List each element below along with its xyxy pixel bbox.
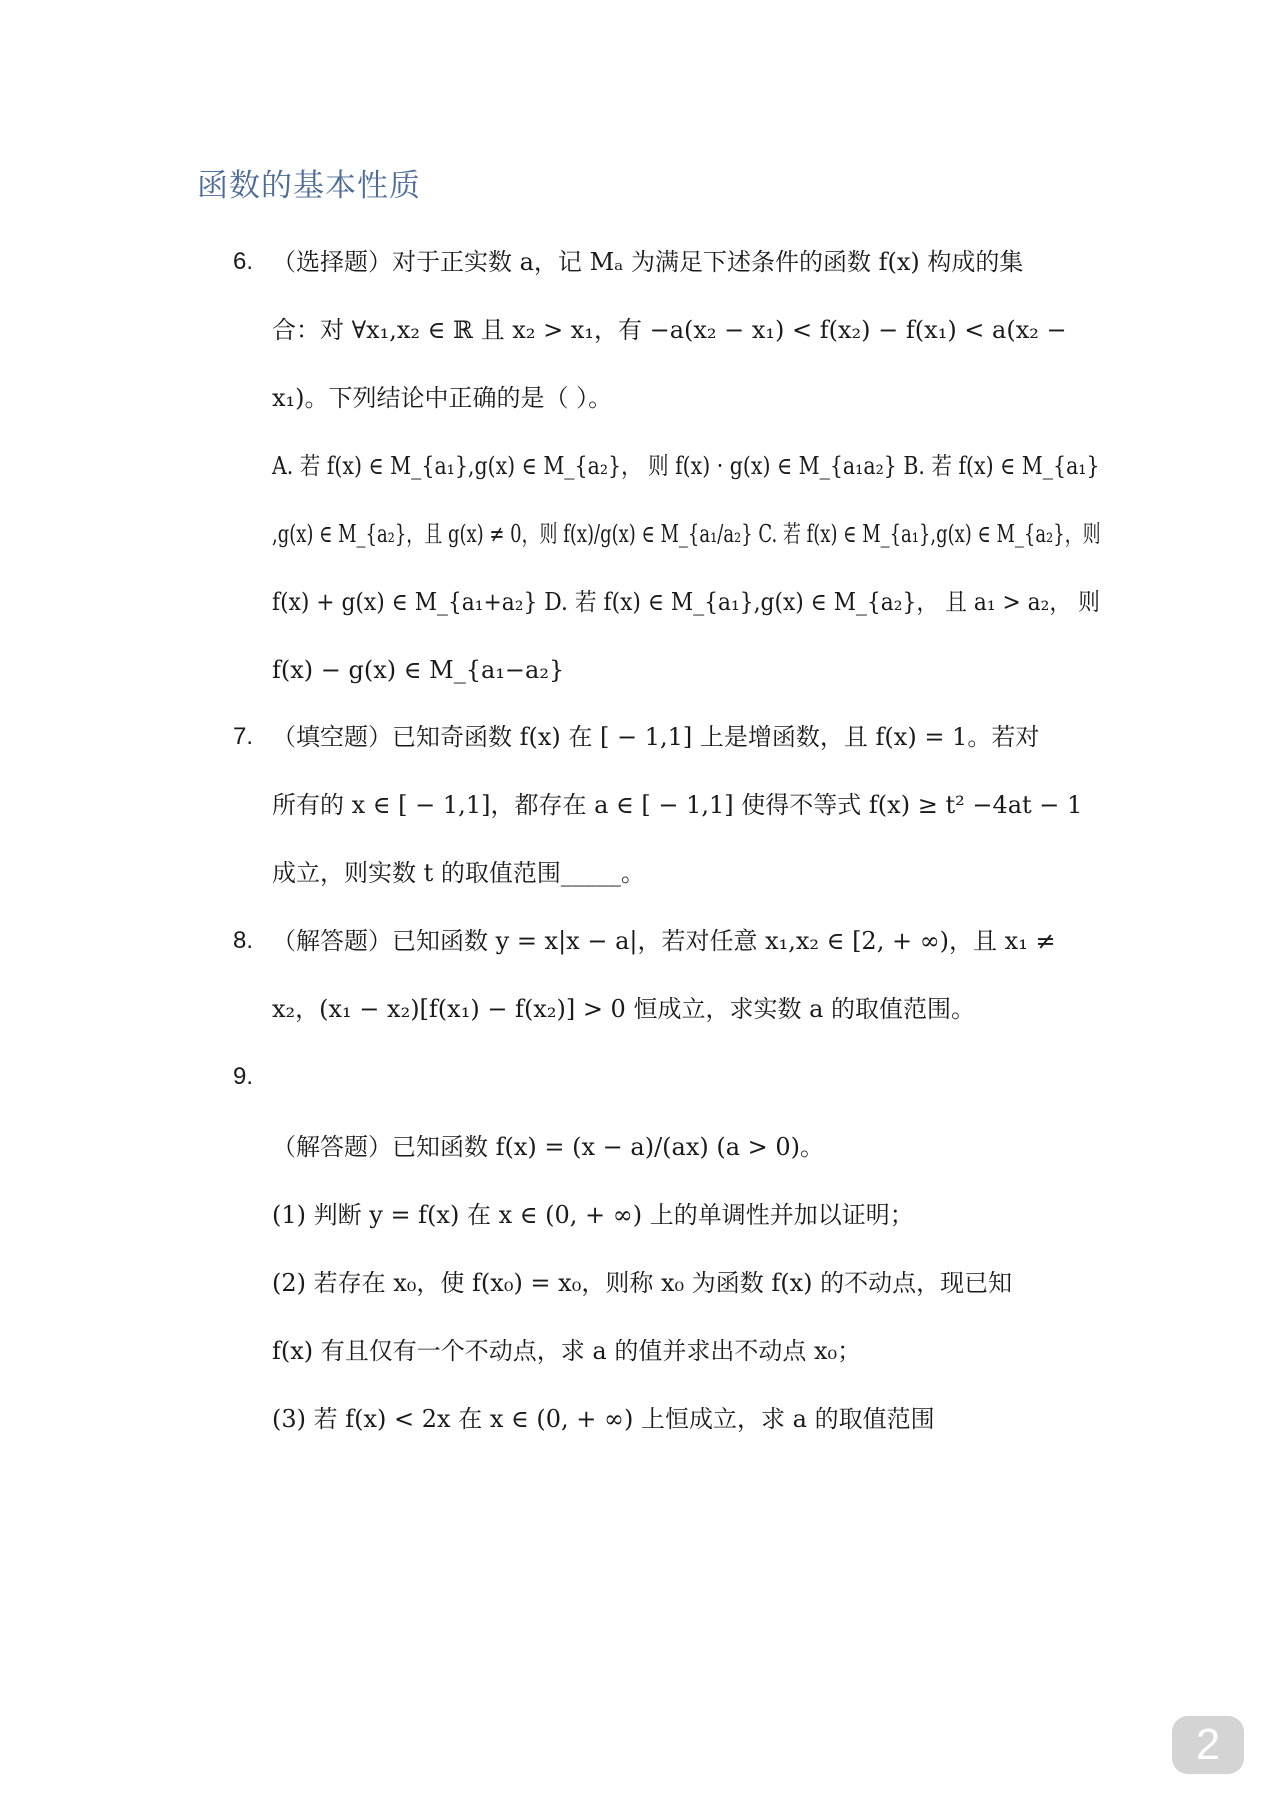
question-9-part-2-line-1: (2) 若存在 x₀，使 f(x₀) = x₀，则称 x₀ 为函数 f(x) 的不动点，现已知 (272, 1269, 1013, 1297)
page-number-badge: 2 (1172, 1716, 1244, 1774)
question-9-part-3: (3) 若 f(x) < 2x 在 x ∈ (0, + ∞) 上恒成立，求 a 的取值范围 (272, 1405, 935, 1433)
question-6-option-line-3: f(x) + g(x) ∈ M_{a₁+a₂} D. 若 f(x) ∈ M_{a₁},g(x) ∈ M_{a₂}， 且 a₁ > a₂， 则 (272, 588, 1100, 616)
question-6-number: 6. (233, 248, 254, 275)
question-8-line-1: （解答题）已知函数 y = x|x − a|，若对任意 x₁,x₂ ∈ [2, + ∞)，且 x₁ ≠ (272, 927, 1056, 955)
question-8-line-2: x₂，(x₁ − x₂)[f(x₁) − f(x₂)] > 0 恒成立，求实数 a 的取值范围。 (272, 995, 976, 1023)
question-9-part-2-line-2: f(x) 有且仅有一个不动点，求 a 的值并求出不动点 x₀； (272, 1337, 862, 1365)
question-7-line-1: （填空题）已知奇函数 f(x) 在 [ − 1,1] 上是增函数，且 f(x) = 1。若对 (272, 723, 1040, 751)
question-6-line-3: x₁)。下列结论中正确的是（ ）。 (272, 384, 613, 412)
question-6-line-1: （选择题）对于正实数 a，记 Mₐ 为满足下述条件的函数 f(x) 构成的集 (272, 248, 1024, 276)
question-6-option-line-2: ,g(x) ∈ M_{a₂}，且 g(x) ≠ 0，则 f(x)/g(x) ∈ M_{a₁/a₂} C. 若 f(x) ∈ M_{a₁},g(x) ∈ M_{a₂}，则 (272, 520, 1101, 548)
question-7-number: 7. (233, 723, 254, 750)
question-9-number: 9. (233, 1063, 254, 1090)
question-7-line-2: 所有的 x ∈ [ − 1,1]，都存在 a ∈ [ − 1,1] 使得不等式 f(x) ≥ t² −4at − 1 (272, 791, 1083, 819)
question-9-part-1: (1) 判断 y = f(x) 在 x ∈ (0, + ∞) 上的单调性并加以证明； (272, 1201, 914, 1229)
question-8-number: 8. (233, 927, 254, 954)
question-6-option-line-4: f(x) − g(x) ∈ M_{a₁−a₂} (272, 656, 565, 684)
question-6-line-2: 合：对 ∀x₁,x₂ ∈ ℝ 且 x₂ > x₁，有 −a(x₂ − x₁) < f(x₂) − f(x₁) < a(x₂ − (272, 316, 1067, 344)
question-7-line-3: 成立，则实数 t 的取值范围_____。 (272, 859, 645, 887)
question-9-line-1: （解答题）已知函数 f(x) = (x − a)/(ax) (a > 0)。 (272, 1133, 825, 1161)
question-6-option-line-1: A. 若 f(x) ∈ M_{a₁},g(x) ∈ M_{a₂}， 则 f(x) · g(x) ∈ M_{a₁a₂} B. 若 f(x) ∈ M_{a₁} (272, 452, 1100, 480)
section-title: 函数的基本性质 (197, 168, 421, 204)
